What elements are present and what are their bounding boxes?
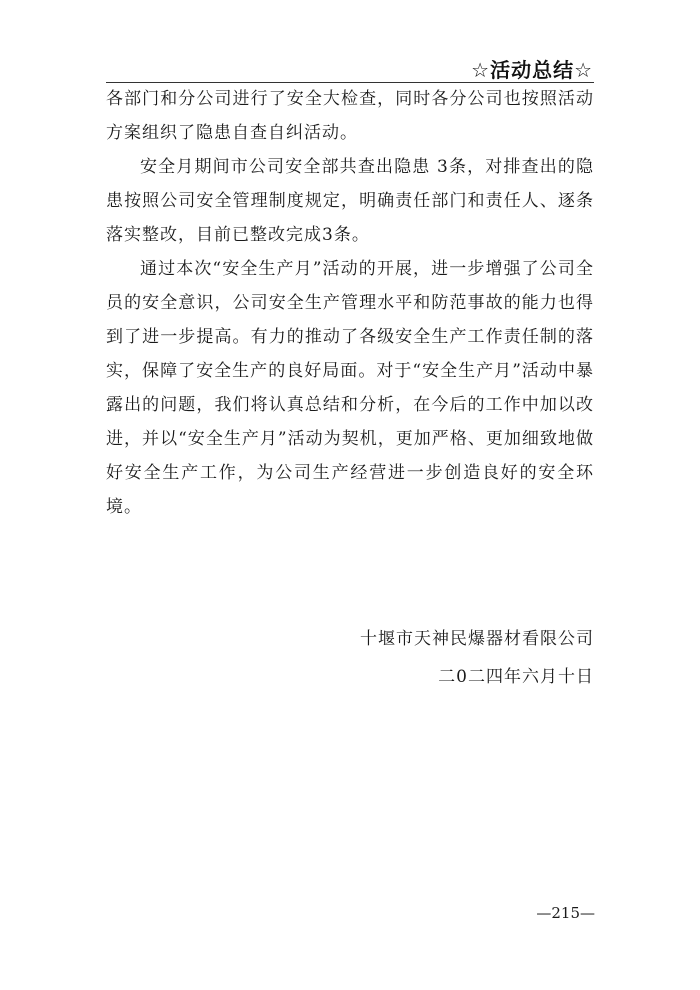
paragraph-summary: 通过本次“安全生产月”活动的开展，进一步增强了公司全员的安全意识，公司安全生产管理水平和防范事故的能力也得到了进一步提高。有力的推动了各级安全生产工作责任制的落实，保障了安全生产的良好局面。对于“安全生产月”活动中暴露出的问题，我们将认真总结和分析，在今后的工作中加以改进，并以“安全生产月”活动为契机，更加严格、更加细致地做好安全生产工作，为公司生产经营进一步创造良好的安全环境。 (106, 259, 594, 517)
body-text (106, 82, 594, 524)
paragraph-continued: 各部门和分公司进行了安全大检查，同时各分公司也按照活动方案组织了隐患自查自纠活动。 (106, 89, 594, 143)
signature-company: 十堰市天神民爆器材看限公司 (360, 629, 594, 649)
paragraph-hazards: 安全月期间市公司安全部共查出隐患 3条，对排查出的隐患按照公司安全管理制度规定，明确责任部门和责任人、逐条落实整改，目前已整改完成3条。 (106, 157, 594, 245)
page-number: —215— (536, 904, 595, 922)
signature-date: 二0二四年六月十日 (438, 667, 594, 687)
section-header-title: ☆活动总结☆ (471, 58, 593, 82)
